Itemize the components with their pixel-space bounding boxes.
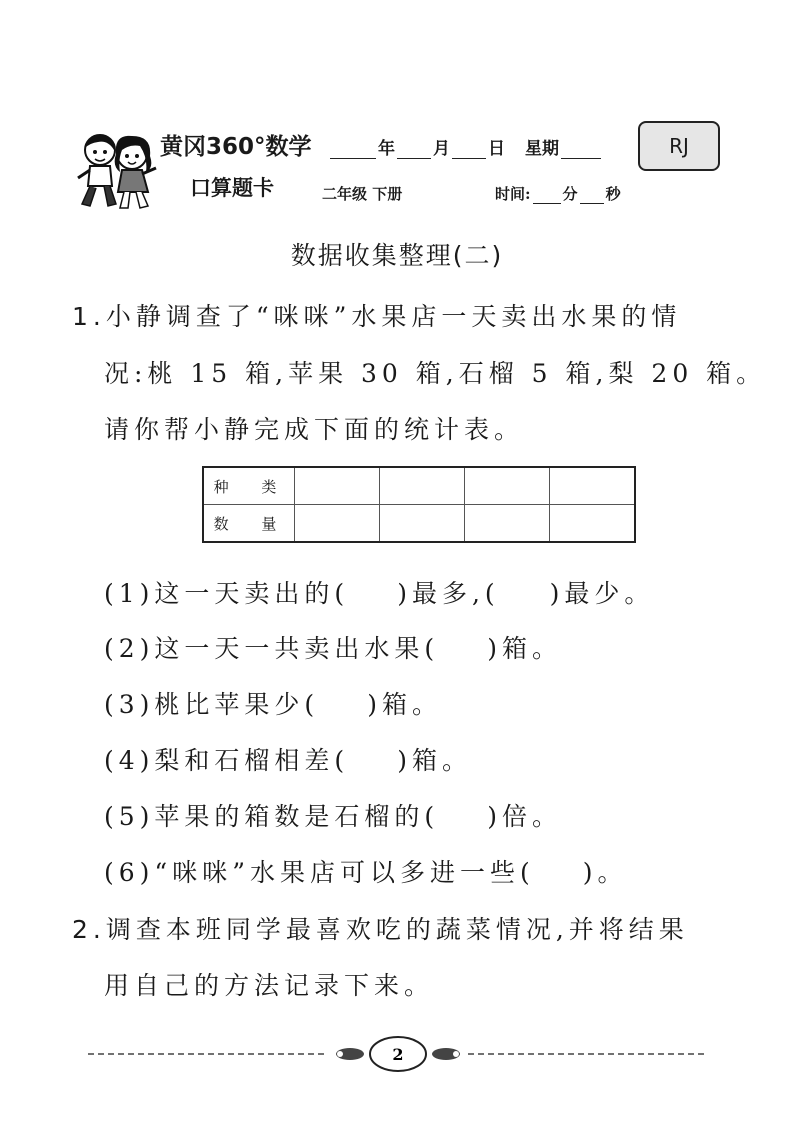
sub-question-number: (2) xyxy=(104,634,155,663)
sub-question-4 xyxy=(104,741,472,777)
sub-question-text: 桃比苹果少( xyxy=(154,690,320,719)
minute-blank[interactable] xyxy=(533,187,561,204)
table-cell[interactable] xyxy=(380,467,465,505)
sub-question-number: (6) xyxy=(104,858,155,887)
row-header-quantity: 数 量 xyxy=(203,505,295,543)
sub-question-text: )箱。 xyxy=(487,634,562,663)
sub-question-number: (5) xyxy=(104,802,155,831)
question-2-line-2: 用自己的方法记录下来。 xyxy=(104,971,435,1000)
question-2-number: 2. xyxy=(72,915,106,944)
sub-question-1 xyxy=(104,574,654,610)
sub-question-text: “咪咪”水果店可以多进一些( xyxy=(154,858,535,887)
question-1-number: 1. xyxy=(72,302,106,331)
table-cell[interactable] xyxy=(465,505,550,543)
table-cell[interactable] xyxy=(295,505,380,543)
sub-question-text: 这一天一共卖出水果( xyxy=(154,634,440,663)
row-header-type: 种 类 xyxy=(203,467,295,505)
sub-question-3 xyxy=(104,685,442,721)
sub-question-text: 梨和石榴相差( xyxy=(154,746,350,775)
question-2-line-1 xyxy=(72,910,689,946)
month-blank[interactable] xyxy=(397,140,431,159)
sub-question-5 xyxy=(104,797,562,833)
table-row-type xyxy=(203,467,635,505)
brand-subtitle: 口算题卡 xyxy=(190,176,274,200)
table-cell[interactable] xyxy=(380,505,465,543)
question-1-line-1 xyxy=(72,297,681,333)
sub-question-text: )最少。 xyxy=(549,579,655,608)
date-line xyxy=(328,134,603,159)
sub-question-text: 这一天卖出的( xyxy=(154,579,350,608)
question-1-line-2: 况:桃 15 箱,苹果 30 箱,石榴 5 箱,梨 20 箱。 xyxy=(104,359,767,388)
weekday-blank[interactable] xyxy=(561,140,601,159)
statistics-table xyxy=(202,466,636,543)
cartoon-kids-logo xyxy=(74,128,160,212)
table-cell[interactable] xyxy=(550,505,636,543)
question-2-text-1: 调查本班同学最喜欢吃的蔬菜情况,并将结果 xyxy=(105,915,689,944)
sub-question-text: )箱。 xyxy=(397,746,472,775)
sub-question-text: )。 xyxy=(582,858,628,887)
month-label: 月 xyxy=(433,139,450,159)
sub-question-2 xyxy=(104,629,562,665)
question-1-line-3: 请你帮小静完成下面的统计表。 xyxy=(104,415,525,444)
brand-title: 黄冈360°数学 xyxy=(160,134,312,160)
year-blank[interactable] xyxy=(330,140,376,159)
sub-question-text: )箱。 xyxy=(367,690,442,719)
table-cell[interactable] xyxy=(465,467,550,505)
edition-badge: RJ xyxy=(638,121,720,171)
time-line xyxy=(495,183,621,204)
sub-question-number: (3) xyxy=(104,690,155,719)
section-title: 数据收集整理(二) xyxy=(290,241,504,270)
table-row-quantity xyxy=(203,505,635,543)
day-label: 日 xyxy=(488,139,505,159)
year-label: 年 xyxy=(378,139,395,159)
page-number: 2 xyxy=(392,1045,404,1064)
table-cell[interactable] xyxy=(295,467,380,505)
second-blank[interactable] xyxy=(580,187,604,204)
sub-question-text: )最多,( xyxy=(397,579,500,608)
sub-question-6 xyxy=(104,853,628,889)
sub-question-text: )倍。 xyxy=(487,802,562,831)
sub-question-text: 苹果的箱数是石榴的( xyxy=(154,802,440,831)
day-blank[interactable] xyxy=(452,140,486,159)
time-label: 时间: xyxy=(495,185,531,203)
footer-divider xyxy=(88,1034,708,1074)
second-label: 秒 xyxy=(605,185,621,203)
question-1-text-1: 小静调查了“咪咪”水果店一天卖出水果的情 xyxy=(105,302,682,331)
sub-question-number: (1) xyxy=(104,579,155,608)
sub-question-number: (4) xyxy=(104,746,155,775)
minute-label: 分 xyxy=(562,185,578,203)
weekday-label: 星期 xyxy=(525,139,559,159)
table-cell[interactable] xyxy=(550,467,636,505)
grade-label: 二年级 下册 xyxy=(322,185,403,203)
